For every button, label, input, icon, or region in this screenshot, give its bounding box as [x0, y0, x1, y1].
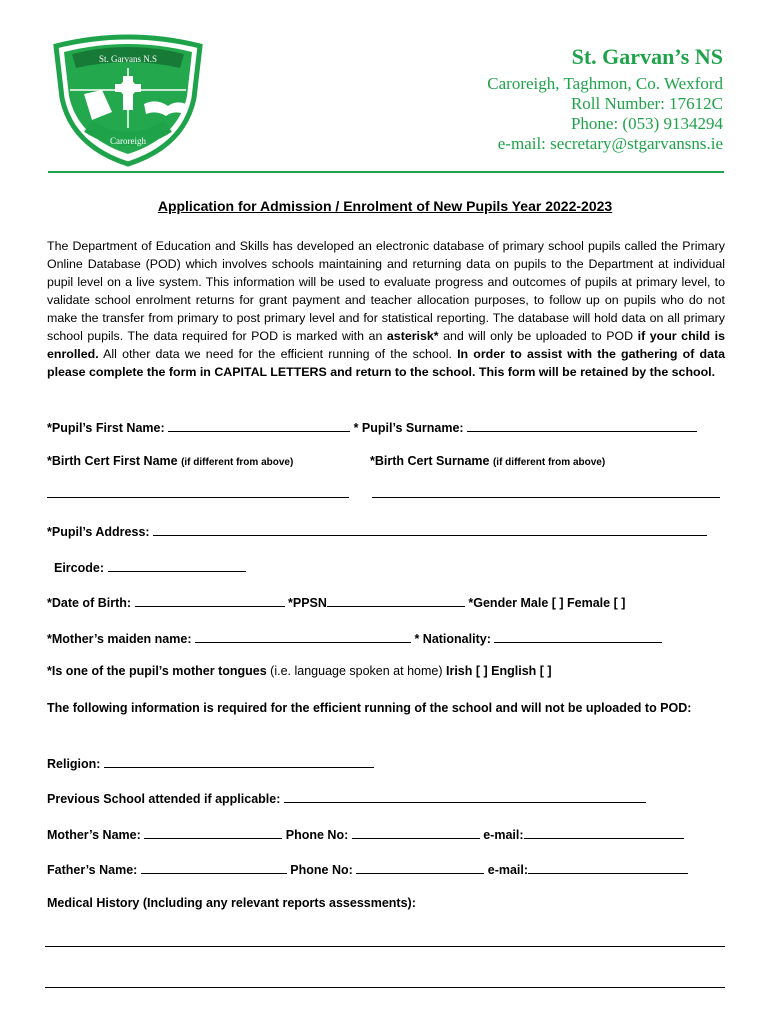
father-contact-row: Father’s Name: Phone No: e-mail:: [47, 860, 688, 877]
medical-history-label: Medical History (Including any relevant reports assessments):: [47, 896, 416, 910]
nationality-field[interactable]: [494, 629, 662, 643]
header-divider: [48, 171, 724, 173]
father-phone-field[interactable]: [356, 860, 484, 874]
eircode-field[interactable]: [108, 558, 246, 572]
mother-contact-row: Mother’s Name: Phone No: e-mail:: [47, 825, 684, 842]
school-email: e-mail: secretary@stgarvansns.ie: [497, 134, 723, 153]
school-name: St. Garvan’s NS: [571, 44, 723, 69]
birth-surname-field[interactable]: [372, 497, 720, 498]
surname-field[interactable]: [467, 418, 697, 432]
mother-tongue-checkboxes[interactable]: Irish [ ] English [ ]: [446, 664, 552, 678]
mother-maiden-row: *Mother’s maiden name: * Nationality:: [47, 629, 662, 646]
school-header: [487, 44, 723, 154]
svg-text:St. Garvans N.S: St. Garvans N.S: [99, 54, 157, 64]
father-name-field[interactable]: [141, 860, 287, 874]
school-crest-logo: [48, 28, 208, 168]
first-name-field[interactable]: [168, 418, 350, 432]
address-row: *Pupil’s Address:: [47, 522, 707, 539]
medical-history-line-2[interactable]: [45, 987, 725, 988]
eircode-row: Eircode:: [54, 558, 246, 575]
previous-school-field[interactable]: [284, 789, 646, 803]
address-field[interactable]: [153, 522, 707, 536]
school-phone: Phone: (053) 9134294: [570, 114, 723, 133]
gender-checkboxes[interactable]: *Gender Male [ ] Female [ ]: [468, 596, 626, 610]
mother-phone-field[interactable]: [352, 825, 480, 839]
mother-maiden-field[interactable]: [195, 629, 411, 643]
pupil-names-row: *Pupil’s First Name: * Pupil’s Surname:: [47, 418, 697, 435]
religion-row: Religion:: [47, 754, 374, 771]
dob-field[interactable]: [135, 593, 285, 607]
birth-first-name-field[interactable]: [47, 497, 349, 498]
birth-cert-surname-label: *Birth Cert Surname (if different from above): [370, 454, 606, 468]
religion-field[interactable]: [104, 754, 374, 768]
father-email-field[interactable]: [528, 860, 688, 874]
svg-text:Caroreigh: Caroreigh: [110, 136, 146, 146]
mother-name-field[interactable]: [144, 825, 282, 839]
school-address: Caroreigh, Taghmon, Co. Wexford: [487, 74, 723, 93]
mother-email-field[interactable]: [524, 825, 684, 839]
dob-row: *Date of Birth: *PPSN *Gender Male [ ] Female [ ]: [47, 593, 625, 610]
medical-history-line-1[interactable]: [45, 946, 725, 947]
mother-tongue-row: *Is one of the pupil’s mother tongues (i.e. language spoken at home) Irish [ ] English [ ]: [47, 664, 552, 678]
form-title: Application for Admission / Enrolment of New Pupils Year 2022-2023: [157, 198, 613, 214]
roll-number: Roll Number: 17612C: [570, 94, 723, 113]
school-info-note: The following information is required for the efficient running of the school and will not be uploaded to POD:: [47, 701, 692, 715]
birth-cert-labels-row: *Birth Cert First Name (if different from above): [47, 454, 294, 468]
intro-paragraph: The Department of Education and Skills has developed an electronic database of primary school pupils called the Primary Online Database (POD) which involves schools maintaining and returning data on pupils to the Department at individual pupil level on a live system. This information will be used to evaluate progress and outcomes of pupils at primary level, to validate school enrolment returns for grant payment and teacher allocation purposes, to follow up on pupils who do not make the transfer from primary to post primary level and for statistical reporting. The database will hold data on all primary school pupils. The data required for POD is marked with an asterisk* and will only be uploaded to POD if your child is enrolled. All other data we need for the efficient running of the school. In order to assist with the gathering of data please complete the form in CAPITAL LETTERS and return to the school. This form will be retained by the school.: [47, 239, 725, 379]
previous-school-row: Previous School attended if applicable:: [47, 789, 646, 806]
ppsn-field[interactable]: [327, 593, 465, 607]
